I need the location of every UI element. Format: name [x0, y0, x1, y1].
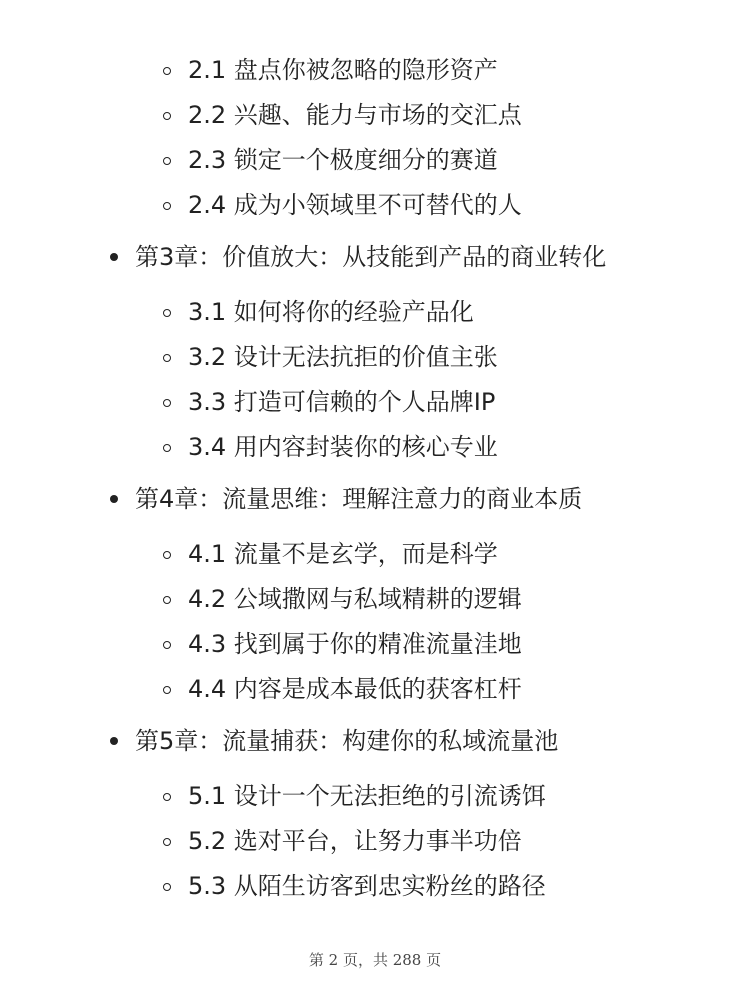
chapter-title: 第4章：流量思维：理解注意力的商业本质 — [135, 485, 583, 513]
hollow-bullet-icon — [163, 793, 171, 801]
toc-section-item — [0, 577, 750, 622]
hollow-bullet-icon — [163, 399, 171, 407]
toc-chapter-item — [0, 718, 750, 764]
hollow-bullet-icon — [163, 112, 171, 120]
hollow-bullet-icon — [163, 641, 171, 649]
chapter-title: 第5章：流量捕获：构建你的私域流量池 — [135, 727, 559, 755]
section-title: 2.2 兴趣、能力与市场的交汇点 — [188, 101, 522, 129]
toc-section-item — [0, 183, 750, 228]
hollow-bullet-icon — [163, 444, 171, 452]
toc-section-item — [0, 380, 750, 425]
hollow-bullet-icon — [163, 202, 171, 210]
toc-section-item — [0, 138, 750, 183]
hollow-bullet-icon — [163, 838, 171, 846]
filled-bullet-icon — [110, 495, 118, 503]
filled-bullet-icon — [110, 253, 118, 261]
section-title: 5.2 选对平台，让努力事半功倍 — [188, 827, 522, 855]
toc-section-item — [0, 290, 750, 335]
toc-section-item — [0, 532, 750, 577]
hollow-bullet-icon — [163, 883, 171, 891]
section-title: 3.2 设计无法抗拒的价值主张 — [188, 343, 498, 371]
section-title: 5.3 从陌生访客到忠实粉丝的路径 — [188, 872, 546, 900]
toc-section-item — [0, 774, 750, 819]
spacer — [0, 522, 750, 532]
page-number-footer: 第 2 页，共 288 页 — [308, 951, 442, 969]
toc-section-item — [0, 864, 750, 909]
section-title: 3.1 如何将你的经验产品化 — [188, 298, 474, 326]
hollow-bullet-icon — [163, 157, 171, 165]
toc-chapter-item — [0, 234, 750, 280]
section-title: 2.4 成为小领域里不可替代的人 — [188, 191, 522, 219]
hollow-bullet-icon — [163, 686, 171, 694]
hollow-bullet-icon — [163, 596, 171, 604]
section-title: 2.3 锁定一个极度细分的赛道 — [188, 146, 498, 174]
section-title: 5.1 设计一个无法拒绝的引流诱饵 — [188, 782, 546, 810]
spacer — [0, 764, 750, 774]
toc-section-item — [0, 622, 750, 667]
toc-section-item — [0, 93, 750, 138]
table-of-contents — [0, 48, 750, 909]
toc-section-item — [0, 425, 750, 470]
hollow-bullet-icon — [163, 551, 171, 559]
section-title: 4.4 内容是成本最低的获客杠杆 — [188, 675, 522, 703]
section-title: 3.4 用内容封装你的核心专业 — [188, 433, 498, 461]
hollow-bullet-icon — [163, 309, 171, 317]
chapter-title: 第3章：价值放大：从技能到产品的商业转化 — [135, 243, 607, 271]
section-title: 4.3 找到属于你的精准流量洼地 — [188, 630, 522, 658]
hollow-bullet-icon — [163, 354, 171, 362]
section-title: 3.3 打造可信赖的个人品牌IP — [188, 388, 496, 416]
section-title: 4.2 公域撒网与私域精耕的逻辑 — [188, 585, 522, 613]
filled-bullet-icon — [110, 737, 118, 745]
hollow-bullet-icon — [163, 67, 171, 75]
toc-section-item — [0, 48, 750, 93]
toc-chapter-item — [0, 476, 750, 522]
section-title: 2.1 盘点你被忽略的隐形资产 — [188, 56, 498, 84]
section-title: 4.1 流量不是玄学，而是科学 — [188, 540, 498, 568]
toc-section-item — [0, 667, 750, 712]
toc-section-item — [0, 335, 750, 380]
toc-section-item — [0, 819, 750, 864]
spacer — [0, 280, 750, 290]
